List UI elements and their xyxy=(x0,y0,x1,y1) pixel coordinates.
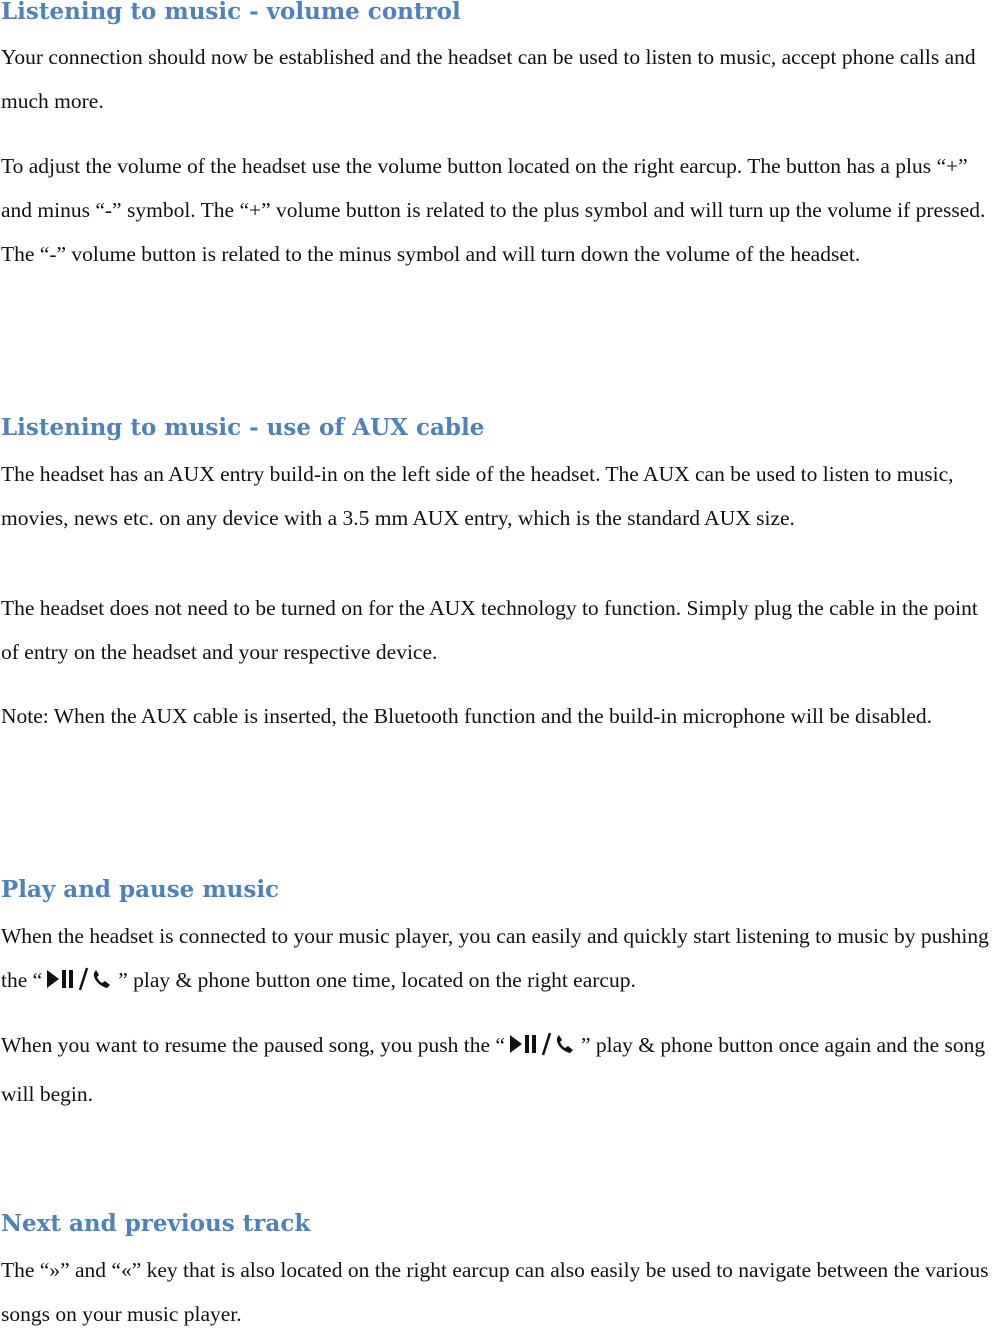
section-heading-next-previous: Next and previous track xyxy=(1,1210,311,1237)
paragraph-play-start-text-before: When the headset is connected to your music player, you can easily and quickly start listening to music by pushing the “ xyxy=(1,924,989,992)
paragraph-play-start xyxy=(1,914,999,1007)
paragraph-play-resume-text-before: When you want to resume the paused song, you push the “ xyxy=(1,1033,505,1057)
play-pause-phone-icon xyxy=(44,963,116,1007)
paragraph-aux-entry: The headset has an AUX entry build-in on the left side of the headset. The AUX can be used to listen to music, movies, news etc. on any device with a 3.5 mm AUX entry, which is the standard AUX size. xyxy=(1,462,954,530)
play-pause-phone-icon xyxy=(507,1028,579,1072)
paragraph-connection: Your connection should now be established and the headset can be used to listen to music, accept phone calls and much more. xyxy=(1,45,976,113)
paragraph-play-start-text-after: ” play & phone button one time, located on the right earcup. xyxy=(118,968,636,992)
section-heading-volume-control: Listening to music - volume control xyxy=(1,0,461,25)
paragraph-volume-adjust: To adjust the volume of the headset use the volume button located on the right earcup. The button has a plus “+” and minus “-” symbol. The “+” volume button is related to the plus symbol and will turn up the volume if pressed. The “-” volume button is related to the minus symbol and will turn down the volume of the headset. xyxy=(1,154,986,266)
section-heading-play-pause: Play and pause music xyxy=(1,876,280,903)
paragraph-play-resume xyxy=(1,1023,999,1116)
paragraph-track-navigation: The “»” and “«” key that is also located on the right earcup can also easily be used to navigate between the various songs on your music player. xyxy=(1,1258,989,1326)
paragraph-play-resume-text-after: ” play & phone button once again and the song will begin. xyxy=(1,1033,986,1106)
paragraph-aux-note: Note: When the AUX cable is inserted, the Bluetooth function and the build-in microphone will be disabled. xyxy=(1,704,933,728)
paragraph-aux-function: The headset does not need to be turned on for the AUX technology to function. Simply plug the cable in the point of entry on the headset and your respective device. xyxy=(1,596,978,664)
section-heading-aux-cable: Listening to music - use of AUX cable xyxy=(1,414,485,441)
